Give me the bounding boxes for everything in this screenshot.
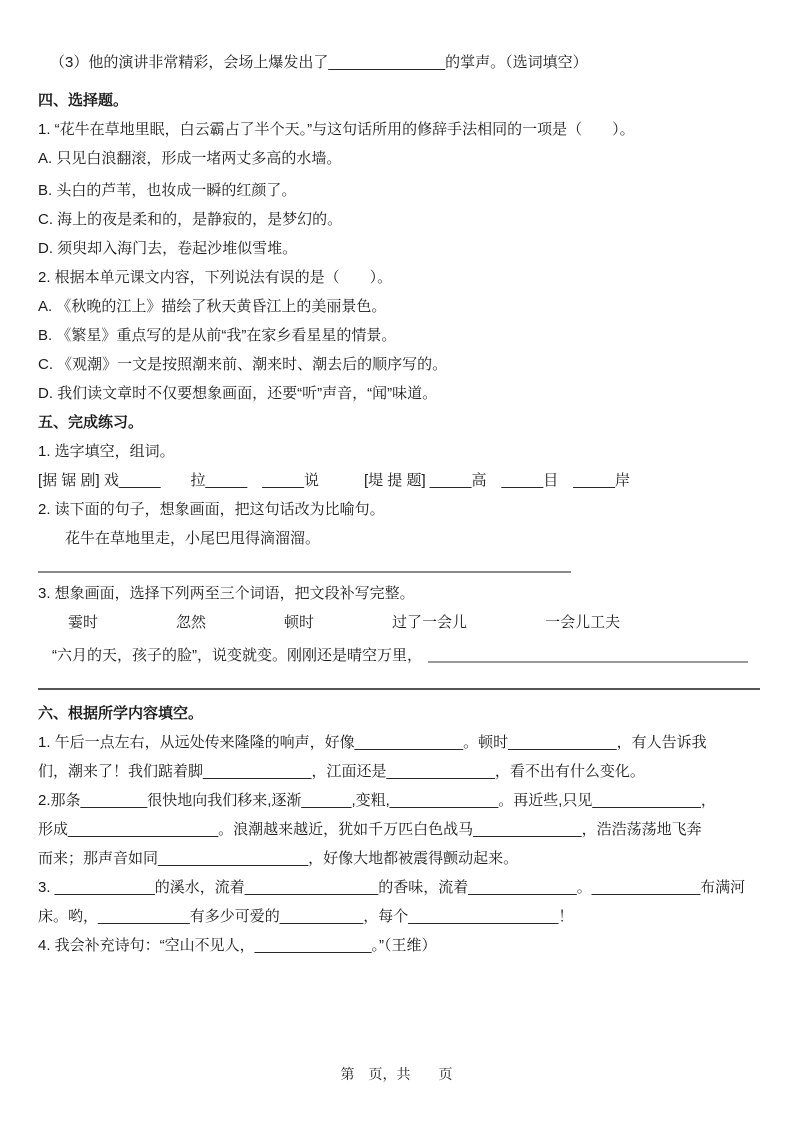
section-5-heading: 五、完成练习。 [38,414,144,431]
section-5-question-3: 3. 想象画面，选择下列两至三个词语，把文段补写完整。 [38,585,415,602]
option-c: C. 《观潮》一文是按照潮来前、潮来时、潮去后的顺序写的。 [38,356,448,373]
option-b: B. 头白的芦苇，也妆成一瞬的红颜了。 [38,182,297,199]
page-footer: 第 页，共 页 [340,1066,453,1082]
section-6-question-4: 4. 我会补充诗句：“空山不见人，______________。”（王维） [38,937,437,954]
section-4-heading: 四、选择题。 [38,92,129,109]
word-bank-item: 一会儿工夫 [545,614,621,631]
section-6-question-2-line-2: 形成__________________。浪潮越来越近，犹如千万匹白色战马_____________，浩浩荡荡地飞奔 [38,821,702,838]
fill-in-blank [428,641,748,663]
option-a: A. 《秋晚的江上》描绘了秋天黄昏江上的美丽景色。 [38,298,387,315]
section-6-question-2-line-3: 而来；那声音如同__________________，好像大地都被震得颤动起来。 [38,850,519,867]
answer-line [38,571,571,573]
section-6-question-3-line-1: 3. ____________的溪水，流着________________的香味，流着_____________。_____________布满河 [38,879,746,896]
passage-completion-line [38,641,760,670]
section-4-question-1: 1. “花牛在草地里眠，白云霸占了半个天。”与这句话所用的修辞手法相同的一项是（ ）。 [38,121,635,138]
section-6-question-1-line-1: 1. 午后一点左右，从远处传来隆隆的响声，好像_____________。顿时_____________，有人告诉我 [38,734,707,751]
option-c: C. 海上的夜是柔和的，是静寂的，是梦幻的。 [38,211,343,228]
word-bank-item: 忽然 [176,614,207,631]
section-4-question-2: 2. 根据本单元课文内容，下列说法有误的是（ ）。 [38,269,393,286]
passage-lead-text: “六月的天，孩子的脸”，说变就变。刚刚还是晴空万里， [52,647,422,664]
option-a: A. 只见白浪翻滚，形成一堵两丈多高的水墙。 [38,150,342,167]
section-6-question-2-line-1: 2.那条________很快地向我们移来,逐渐______,变粗,_____________。再近些,只见_____________， [38,792,716,809]
word-bank-item: 霎时 [68,614,99,631]
option-b: B. 《繁星》重点写的是从前“我”在家乡看星星的情景。 [38,327,397,344]
section-6-question-1-line-2: 们，潮来了！我们踮着脚_____________，江面还是_____________，看不出有什么变化。 [38,763,645,780]
section-6-question-3-line-2: 床。哟，___________有多少可爱的__________，每个__________________！ [38,908,574,925]
character-fill-line: [据 锯 剧] 戏_____ 拉_____ _____说 [堤 提 题] _____高 _____目 _____岸 [38,472,630,489]
section-5-question-1: 1. 选字填空，组词。 [38,443,175,460]
option-d: D. 我们读文章时不仅要想象画面，还要“听”声音，“闻”味道。 [38,385,438,402]
word-choice-fill-item: （3）他的演讲非常精彩，会场上爆发出了______________的掌声。（选词填空） [50,54,588,71]
answer-line [38,688,760,690]
section-5-question-2: 2. 读下面的句子，想象画面，把这句话改为比喻句。 [38,501,385,518]
word-bank-item: 顿时 [284,614,315,631]
sentence-to-rewrite: 花牛在草地里走，小尾巴甩得滴溜溜。 [65,530,321,547]
section-6-heading: 六、根据所学内容填空。 [38,705,204,722]
word-bank [38,608,760,637]
word-bank-item: 过了一会儿 [392,614,468,631]
option-d: D. 须臾却入海门去，卷起沙堆似雪堆。 [38,240,298,257]
